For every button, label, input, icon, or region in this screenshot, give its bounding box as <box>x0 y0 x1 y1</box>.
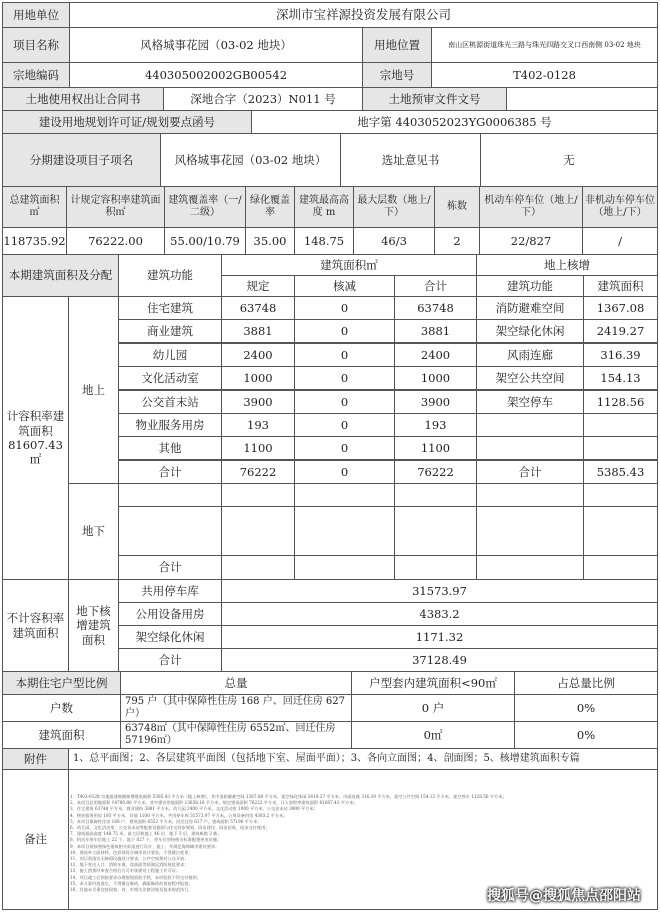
above-row-barea: 1128.56 <box>583 390 658 414</box>
above-row-barea <box>583 436 658 460</box>
building-area-total: 63748㎡（其中保障性住房 6552㎡、回迁住房 57196㎡） <box>120 721 352 749</box>
ind-header-green: 绿化覆盖率 <box>245 186 295 228</box>
above-row-func: 文化活动室 <box>118 366 222 390</box>
above-row-barea: 154.13 <box>583 366 658 390</box>
bonus-header: 地上核增 <box>476 254 658 276</box>
above-row-std: 2400 <box>221 343 295 367</box>
underground-bonus-label: 地下核增建筑面积 <box>68 579 119 672</box>
attachments-value: 1、总平面图；2、各层建筑平面图（包括地下室、屋面平面）；3、各向立面图；4、剖面图；5、核增建筑面积专篇 <box>68 748 658 770</box>
cut-subheader: 核减 <box>294 275 395 297</box>
housing-total-header: 总量 <box>120 671 352 695</box>
remark-line: 5、本项目保障性住房 168 户，建筑面积 6552 平方米，回迁住房 627 户，建筑面积 57196 平方米； <box>70 818 262 824</box>
below-row-barea <box>583 506 658 556</box>
area-header: 建筑面积㎡ <box>221 254 477 276</box>
permit-label: 建设用地规划许可证/规划要点函号 <box>2 110 252 134</box>
below-row-std <box>221 506 295 556</box>
remark-line: 2、本项目总用地面积 14790.80 平方米，其中建设用地面积 13858.16 平方米，规定建筑面积 76222 平方米，计入容积率建筑面积 81607.43 平方米； <box>70 800 358 806</box>
above-row-std: 63748 <box>221 296 295 320</box>
project-value: 风格城事花园（03-02 地块） <box>69 27 363 63</box>
above-row-total: 193 <box>394 413 477 437</box>
watermark: 搜狐号@搜狐焦点邵阳站 <box>487 888 641 904</box>
households-label: 户数 <box>2 694 121 722</box>
building-area-ratio: 0% <box>514 721 658 749</box>
remark-line: 13、施工图须经审查合格后方可申领建设工程施工许可证； <box>70 868 181 874</box>
remark-line: 3、住宅建筑 63748 平方米，商业建筑 3881 平方米，幼儿园 2400 平方米，文化活动室 1000 平方米，公交首末站 3900 平方米； <box>70 806 318 812</box>
parcel-no-label: 宗地号 <box>362 62 432 88</box>
remark-line: 14、项目竣工后须按要求办理规划验收手续，未经验收不得交付使用； <box>70 874 201 880</box>
remark-line: 15、本方案经批准后，不得擅自修改，确需修改的须按程序报批； <box>70 880 193 886</box>
presale-value <box>506 87 658 111</box>
above-row-func: 幼儿园 <box>118 343 222 367</box>
above-total-cut: 0 <box>294 460 395 484</box>
unit-value: 深圳市宝祥源投资发展有限公司 <box>69 2 658 28</box>
below-row-cut <box>294 483 395 507</box>
area-section-title: 本期建筑面积及分配 <box>2 254 119 297</box>
non-far-area: 31573.97 <box>221 579 658 603</box>
above-row-barea: 1367.08 <box>583 296 658 320</box>
remark-line: 12、地下室出入口、消防车道、登高面等须满足消防规范要求； <box>70 862 189 868</box>
ind-header-buildings: 栋数 <box>434 186 480 228</box>
above-row-bfunc: 架空公共空间 <box>476 366 584 390</box>
bonus-func-subheader: 建筑功能 <box>476 275 584 297</box>
remark-line: 4、物业服务用房 193 平方米，其他 1100 平方米，共用停车库 31573.97 平方米，公用设备用房 4383.2 平方米； <box>70 812 288 818</box>
contract-label: 土地使用权出让合同书 <box>2 87 164 111</box>
ind-height: 148.75 <box>294 227 354 255</box>
housing-title: 本期住宅户型比例 <box>2 671 121 695</box>
contract-value: 深地合字（2023）N011 号 <box>163 87 363 111</box>
above-row-cut: 0 <box>294 319 395 343</box>
above-row-total: 1000 <box>394 366 477 390</box>
above-row-cut: 0 <box>294 413 395 437</box>
above-row-bfunc <box>476 436 584 460</box>
above-row-func: 物业服务用房 <box>118 413 222 437</box>
presale-label: 土地预审文件文号 <box>362 87 507 111</box>
above-row-func: 商业建筑 <box>118 319 222 343</box>
above-row-total: 3900 <box>394 390 477 414</box>
total-subheader: 合计 <box>394 275 477 297</box>
remark-line: 6、幼儿园、文化活动室、公交首末站等配套设施须与住宅同步规划、同步建设、同步验收、同步交付使用； <box>70 825 270 831</box>
above-row-bfunc: 架空绿化休闲 <box>476 319 584 343</box>
non-far-area: 37128.49 <box>221 648 658 672</box>
below-total-total <box>394 555 477 580</box>
above-row-bfunc <box>476 413 584 437</box>
above-row-bfunc: 风雨连廊 <box>476 343 584 367</box>
below-ground-label: 地下 <box>68 483 119 580</box>
ind-green: 35.00 <box>245 227 295 255</box>
siting-value: 无 <box>480 133 658 187</box>
non-far-label: 不计容积率建筑面积 <box>2 579 69 672</box>
ind-header-car-parking: 机动车停车位（地上/下） <box>479 186 583 228</box>
ind-far-area: 76222.00 <box>66 227 165 255</box>
parcel-code-value: 440305002002GB00542 <box>69 62 363 88</box>
above-total-std: 76222 <box>221 460 295 484</box>
below-row-std <box>221 483 295 507</box>
ind-header-height: 建筑最高高度 m <box>294 186 354 228</box>
parcel-code-label: 宗地编码 <box>2 62 70 88</box>
above-row-barea <box>583 413 658 437</box>
above-row-func: 其他 <box>118 436 222 460</box>
remark-line: 11、项目须落实无障碍设施设计要求，公共空间须对公众开放； <box>70 856 189 862</box>
ind-floors: 46/3 <box>353 227 435 255</box>
ind-header-floors: 最大层数（地上/下） <box>353 186 435 228</box>
above-row-std: 3900 <box>221 390 295 414</box>
non-far-func: 公用设备用房 <box>118 602 222 626</box>
permit-value: 地字第 4403052023YG0006385 号 <box>251 110 658 134</box>
siting-label: 选址意见书 <box>340 133 481 187</box>
non-far-area: 1171.32 <box>221 625 658 649</box>
above-row-total: 2400 <box>394 343 477 367</box>
remark-line: 16、其他未尽事宜按国家、省、市相关法律法规及技术规范执行。 <box>70 887 193 893</box>
attachments-label: 附件 <box>2 748 69 770</box>
above-row-bfunc: 架空停车 <box>476 390 584 414</box>
below-total-label: 合计 <box>118 555 222 580</box>
above-row-cut: 0 <box>294 390 395 414</box>
above-row-func: 住宅建筑 <box>118 296 222 320</box>
below-row-total <box>394 483 477 507</box>
housing-ratio-header: 占总量比例 <box>514 671 658 695</box>
above-total-bfunc: 合计 <box>476 460 584 484</box>
std-subheader: 规定 <box>221 275 295 297</box>
subproject-label: 分期建设项目子项名 <box>2 133 161 187</box>
above-row-cut: 0 <box>294 436 395 460</box>
bonus-area-subheader: 建筑面积 <box>583 275 658 297</box>
above-row-cut: 0 <box>294 296 395 320</box>
above-row-total: 1100 <box>394 436 477 460</box>
below-row-bfunc <box>476 483 584 507</box>
below-total-bfunc <box>476 555 584 580</box>
below-total-std <box>221 555 295 580</box>
non-far-func: 合计 <box>118 648 222 672</box>
ind-buildings: 2 <box>434 227 480 255</box>
below-row-total <box>394 506 477 556</box>
below-row-barea <box>583 483 658 507</box>
households-ratio: 0% <box>514 694 658 722</box>
below-row-func <box>118 506 222 556</box>
ind-header-bike-parking: 非机动车停车位（地上/下） <box>582 186 658 228</box>
building-area-label: 建筑面积 <box>2 721 121 749</box>
households-total: 795 户（其中保障性住房 168 户、回迁住房 627 户） <box>120 694 352 722</box>
project-label: 项目名称 <box>2 27 70 63</box>
above-row-bfunc: 消防避难空间 <box>476 296 584 320</box>
ind-bike-parking: / <box>582 227 658 255</box>
far-area-label: 计容积率建筑面积 81607.43㎡ <box>2 296 69 580</box>
above-row-std: 3881 <box>221 319 295 343</box>
remark-line: 10、建筑外立面材料、色彩须符合城市设计要求，不得擅自变更； <box>70 849 193 855</box>
housing-small-header: 户型套内建筑面积<90㎡ <box>351 671 515 695</box>
remark-line: 8、机动车停车位地上 22 个、地下 827 个，停车位须按相关标准配建充电设施； <box>70 837 222 843</box>
parcel-no-value: T402-0128 <box>431 62 658 88</box>
non-far-func: 共用停车库 <box>118 579 222 603</box>
above-row-std: 1000 <box>221 366 295 390</box>
remark-line: 1、T402-0128 宗地批建规模核增建筑面积 5385.43 平方米（地上核增），其中消防避难空间 1367.08 平方米，架空绿化休闲 2419.27 平方米，风雨连廊 316.39 平方米，架空公共空间 154.13 平方米，架空停车 1128.56 平方米； <box>70 794 507 799</box>
ind-header-far-area: 计规定容积率建筑面积㎡ <box>66 186 165 228</box>
location-label: 用地位置 <box>362 27 432 63</box>
ind-car-parking: 22/827 <box>479 227 583 255</box>
remarks-label: 备注 <box>2 769 69 910</box>
non-far-area: 4383.2 <box>221 602 658 626</box>
ind-header-coverage: 建筑覆盖率（一/二级） <box>164 186 246 228</box>
above-total-total: 76222 <box>394 460 477 484</box>
building-area-small: 0㎡ <box>351 721 515 749</box>
func-header: 建筑功能 <box>118 254 222 297</box>
above-total-barea: 5385.43 <box>583 460 658 484</box>
location-value: 南山区桃源街道珠光三路与珠光四路交叉口西南侧 03-02 地块 <box>431 27 658 63</box>
ind-header-total-area: 总建筑面积㎡ <box>2 186 67 228</box>
above-row-barea: 2419.27 <box>583 319 658 343</box>
above-row-func: 公交首末站 <box>118 390 222 414</box>
ind-total-area: 118735.92 <box>2 227 67 255</box>
non-far-func: 架空绿化休闲 <box>118 625 222 649</box>
above-ground-label: 地上 <box>68 296 119 484</box>
below-row-bfunc <box>476 506 584 556</box>
above-row-std: 193 <box>221 413 295 437</box>
below-row-cut <box>294 506 395 556</box>
above-row-total: 3881 <box>394 319 477 343</box>
remark-line: 7、建筑最高高度 148.75 米，最大层数地上 46 层、地下 3 层，建筑栋数 2 栋； <box>70 831 222 837</box>
above-row-cut: 0 <box>294 366 395 390</box>
above-row-barea: 316.39 <box>583 343 658 367</box>
below-total-cut <box>294 555 395 580</box>
subproject-value: 风格城事花园（03-02 地块） <box>160 133 341 187</box>
below-row-func <box>118 483 222 507</box>
households-small: 0 户 <box>351 694 515 722</box>
above-row-total: 63748 <box>394 296 477 320</box>
ind-coverage: 55.00/10.79 <box>164 227 246 255</box>
unit-label: 用地单位 <box>2 2 70 28</box>
remark-line: 9、本项目须按照绿色建筑相关标准进行设计、施工，并满足海绵城市建设要求； <box>70 843 220 849</box>
below-total-barea <box>583 555 658 580</box>
above-row-std: 1100 <box>221 436 295 460</box>
above-total-func: 合计 <box>118 460 222 484</box>
above-row-cut: 0 <box>294 343 395 367</box>
